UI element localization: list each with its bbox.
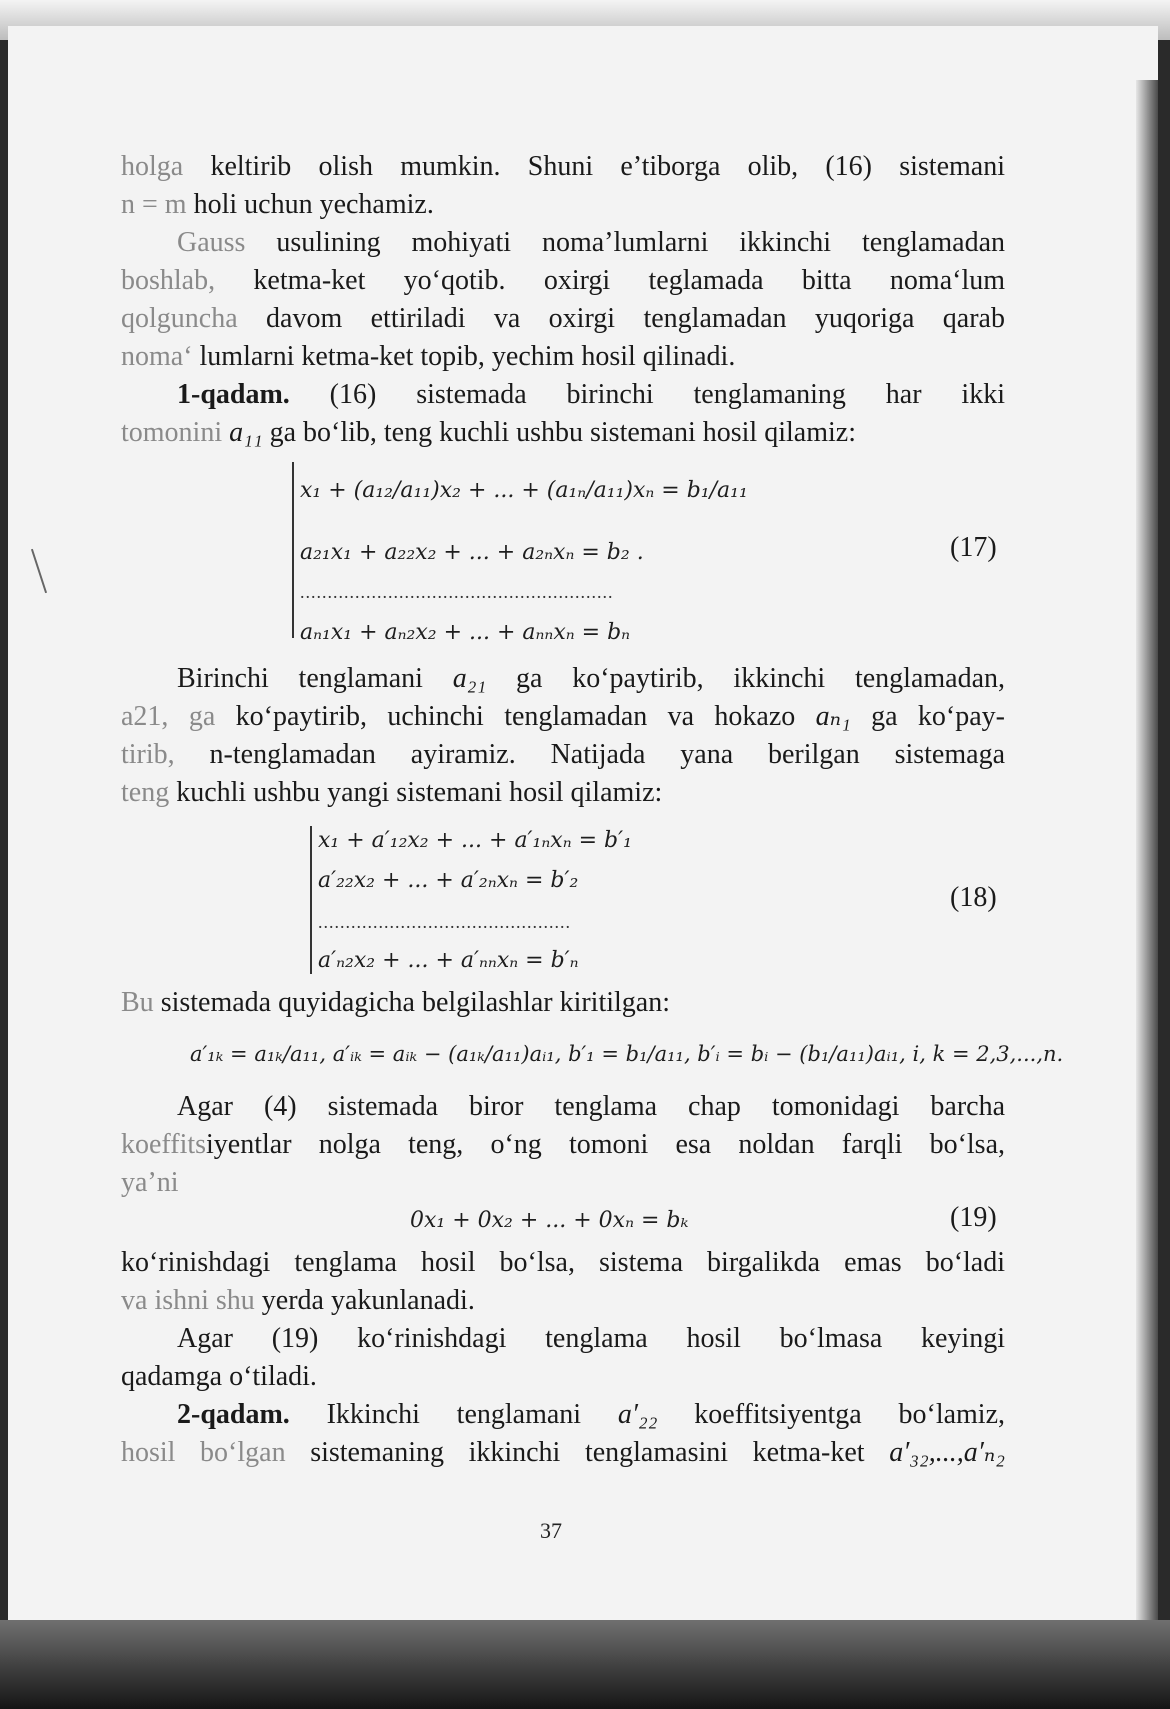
equation-number-19: (19) [950, 1202, 997, 1233]
text-line: boshlab, ketma-ket yo‘qotib. oxirgi teglamada bitta noma‘lum [121, 265, 1005, 296]
text-line: hosil bo‘lgan sistemaning ikkinchi tenglamasini ketma-ket a′₃₂,...,a′ₙ₂ [121, 1437, 1005, 1468]
text-block-step2 [121, 1244, 1005, 1472]
text-line: Bu sistemada quyidagicha belgilashlar kiritilgan: [121, 987, 670, 1018]
equation-18-row1: x₁ + a′₁₂x₂ + ... + a′₁ₙxₙ = b′₁ [318, 828, 632, 853]
text-block-step1 [121, 660, 1005, 812]
text-line: Agar (19) ko‘rinishdagi tenglama hosil bo‘lmasa keyingi [177, 1323, 1005, 1354]
equation-17-row1: x₁ + (a₁₂/a₁₁)x₂ + ... + (a₁ₙ/a₁₁)xₙ = b₁/a₁₁ [300, 478, 748, 503]
text-block-agar [121, 1088, 1005, 1202]
text-line: n = m holi uchun yechamiz. [121, 189, 434, 220]
text-line: Birinchi tenglamani a₂₁ ga ko‘paytirib, ikkinchi tenglamadan, [177, 663, 1006, 694]
text-line: tirib, n-tenglamadan ayiramiz. Natijada yana berilgan sistemaga [121, 739, 1005, 770]
equation-number-17: (17) [950, 532, 997, 563]
text-block-intro [121, 148, 1005, 452]
text-line: a21, ga ko‘paytirib, uchinchi tenglamadan va hokazo aₙ₁ ga ko‘pay- [121, 701, 1006, 732]
text-line: noma‘ lumlarni ketma-ket topib, yechim hosil qilinadi. [121, 341, 736, 372]
definitions-formula: a′₁ₖ = a₁ₖ/a₁₁, a′ᵢₖ = aᵢₖ − (a₁ₖ/a₁₁)aᵢ₁, b′₁ = b₁/a₁₁, b′ᵢ = bᵢ − (b₁/a₁₁)aᵢ₁, i, k = 2,3,...,n. [190, 1042, 1064, 1066]
text-line: ya’ni [121, 1167, 179, 1198]
text-line: teng kuchli ushbu yangi sistemani hosil qilamiz: [121, 777, 663, 808]
step-heading: 2-qadam. [177, 1399, 290, 1430]
equation-17-row3: aₙ₁x₁ + aₙ₂x₂ + ... + aₙₙxₙ = bₙ [300, 620, 631, 645]
equation-18-row2: a′₂₂x₂ + ... + a′₂ₙxₙ = b′₂ [318, 868, 579, 893]
text-line: ko‘rinishdagi tenglama hosil bo‘lsa, sistema birgalikda emas bo‘ladi [121, 1247, 1005, 1278]
equation-18-row3: a′ₙ₂x₂ + ... + a′ₙₙxₙ = b′ₙ [318, 948, 579, 973]
equation-17-row2: a₂₁x₁ + a₂₂x₂ + ... + a₂ₙxₙ = b₂ . [300, 540, 644, 565]
page-binding-shadow [1136, 80, 1158, 1650]
text-block-definitions [121, 984, 1005, 1022]
text-line: tomonini a₁₁ ga bo‘lib, teng kuchli ushbu sistemani hosil qilamiz: [121, 417, 856, 448]
system-brace [292, 462, 294, 638]
dotted-line: ......................................................... [300, 582, 614, 602]
system-brace [310, 826, 312, 974]
step-heading: 1-qadam. [177, 379, 290, 410]
text-line: va ishni shu yerda yakunlanadi. [121, 1285, 475, 1316]
text-line: qolguncha davom ettiriladi va oxirgi tenglamadan yuqoriga qarab [121, 303, 1005, 334]
page-number: 37 [540, 1518, 562, 1543]
scan-bottom-edge [0, 1620, 1170, 1709]
text-line: 2-qadam. Ikkinchi tenglamani a′₂₂ koeffitsiyentga bo‘lamiz, [177, 1399, 1006, 1430]
text-line: qadamga o‘tiladi. [121, 1361, 317, 1392]
text-line: holga keltirib olish mumkin. Shuni e’tiborga olib, (16) sistemani [121, 151, 1005, 182]
text-line: Agar (4) sistemada biror tenglama chap tomonidagi barcha [177, 1091, 1005, 1122]
text-line: koeffitsiyentlar nolga teng, o‘ng tomoni esa noldan farqli bo‘lsa, [121, 1129, 1005, 1160]
equation-number-18: (18) [950, 882, 997, 913]
text-line: 1-qadam. (16) sistemada birinchi tenglamaning har ikki [177, 379, 1005, 410]
text-line: Gauss usulining mohiyati noma’lumlarni ikkinchi tenglamadan [177, 227, 1006, 258]
equation-19: 0x₁ + 0x₂ + ... + 0xₙ = bₖ [410, 1208, 689, 1233]
dotted-line: .............................................. [318, 912, 571, 932]
